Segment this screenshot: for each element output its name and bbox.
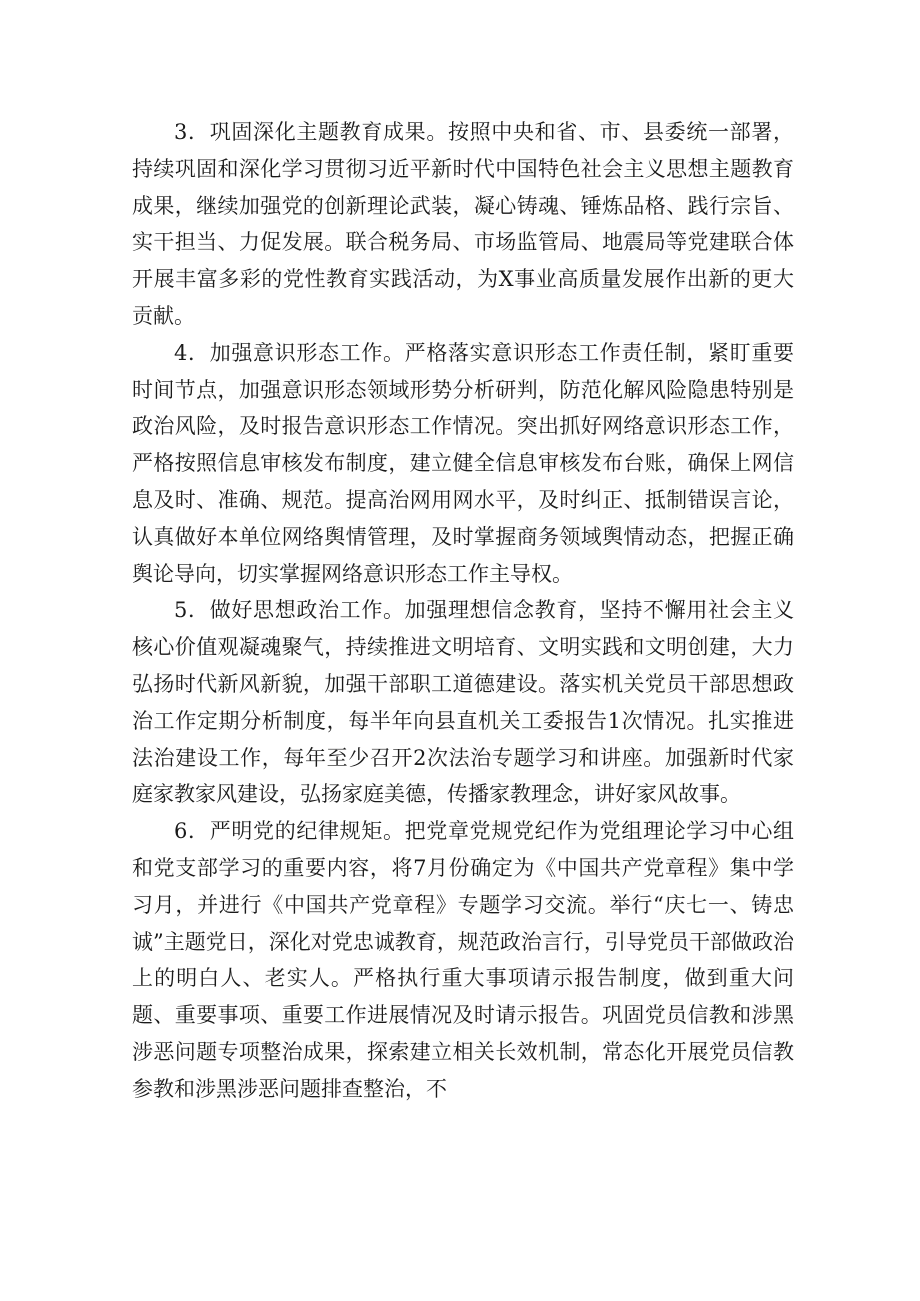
paragraph-ideology-work: 4．加强意识形态工作。严格落实意识形态工作责任制，紧盯重要时间节点，加强意识形态领域形势分析研判，防范化解风险隐患特别是政治风险，及时报告意识形态工作情况。突出抓好网络意识形态工作，严格按照信息审核发布制度，建立健全信息审核发布台账，确保上网信息及时、准确、规范。提高治网用网水平，及时纠正、抵制错误言论，认真做好本单位网络舆情管理，及时掌握商务领域舆情动态，把握正确舆论导向，切实掌握网络意识形态工作主导权。	[132, 340, 794, 586]
paragraph-consolidate-theme-education: 3．巩固深化主题教育成果。按照中央和省、市、县委统一部署，持续巩固和深化学习贯彻习近平新时代中国特色社会主义思想主题教育成果，继续加强党的创新理论武装，凝心铸魂、锤炼品格、践行宗旨、实干担当、力促发展。联合税务局、市场监管局、地震局等党建联合体开展丰富多彩的党性教育实践活动，为X事业高质量发展作出新的更大贡献。	[132, 120, 794, 328]
paragraph-political-work: 5．做好思想政治工作。加强理想信念教育，坚持不懈用社会主义核心价值观凝魂聚气，持续推进文明培育、文明实践和文明创建，大力弘扬时代新风新貌，加强干部职工道德建设。落实机关党员干部思想政治工作定期分析制度，每半年向县直机关工委报告1次情况。扎实推进法治建设工作，每年至少召开2次法治专题学习和讲座。加强新时代家庭家教家风建设，弘扬家庭美德，传播家教理念，讲好家风故事。	[132, 598, 794, 807]
paragraph-party-discipline: 6．严明党的纪律规矩。把党章党规党纪作为党组理论学习中心组和党支部学习的重要内容，将7月份确定为《中国共产党章程》集中学习月，并进行《中国共产党章程》专题学习交流。举行“庆七一、铸忠诚”主题党日，深化对党忠诚教育，规范政治言行，引导党员干部做政治上的明白人、老实人。严格执行重大事项请示报告制度，做到重大问题、重要事项、重要工作进展情况及时请示报告。巩固党员信教和涉黑涉恶问题专项整治成果，探索建立相关长效机制，常态化开展党员信教参教和涉黑涉恶问题排查整治，不	[132, 819, 794, 1101]
document-body	[132, 114, 794, 1108]
